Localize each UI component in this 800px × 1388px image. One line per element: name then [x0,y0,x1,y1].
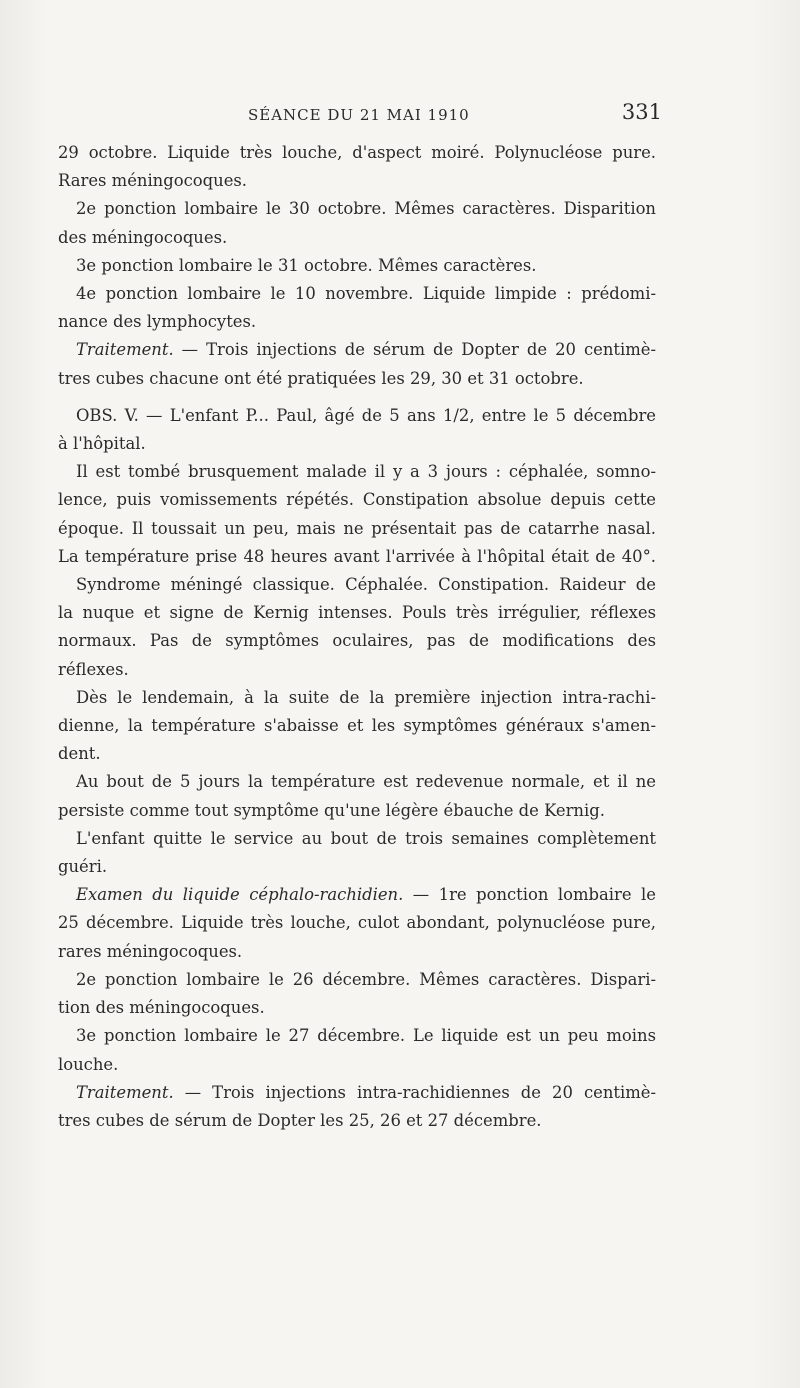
text-line: dent. [58,744,101,764]
treatment-heading: Traitement. [76,340,174,360]
text-run: — Trois injections intra-rachidiennes de 20 centimè- [173,1082,656,1102]
text-line: réflexes. [58,659,129,679]
text-line: L'enfant quitte le service au bout de trois semaines complètement [76,828,656,848]
text-line: Rares méningocoques. [58,171,248,191]
text-line: persiste comme tout symptôme qu'une légère ébauche de Kernig. [58,800,605,820]
text-line: à l'hôpital. [58,434,146,454]
text-line: Il est tombé brusquement malade il y a 3 jours : céphalée, somno- [76,462,656,482]
text-line: époque. Il toussait un peu, mais ne présentait pas de catarrhe nasal. [58,518,656,538]
text-line: rares méningocoques. [58,941,243,961]
text-line: nance des lymphocytes. [58,312,257,332]
observation-heading: OBS. V. — L'enfant P... Paul, âgé de 5 ans 1/2, entre le 5 décembre [76,405,656,425]
text-line: 25 décembre. Liquide très louche, culot abondant, polynucléose pure, [58,913,656,933]
text-line: 2e ponction lombaire le 30 octobre. Mêmes caractères. Disparition [76,199,656,219]
page-number: 331 [621,100,662,124]
text-line: louche. [58,1054,119,1074]
text-line [58,336,656,364]
text-line: 3e ponction lombaire le 27 décembre. Le liquide est un peu moins [76,1026,656,1046]
treatment-heading: Traitement. [76,1082,174,1102]
text-line: 2e ponction lombaire le 26 décembre. Mêmes caractères. Dispari- [76,969,656,989]
text-line: tion des méningocoques. [58,998,265,1018]
text-line: Syndrome méningé classique. Céphalée. Constipation. Raideur de [76,575,656,595]
text-line: normaux. Pas de symptômes oculaires, pas de modifications des [58,631,656,651]
text-line [58,1079,656,1107]
text-line: guéri. [58,857,108,877]
text-line: 4e ponction lombaire le 10 novembre. Liquide limpide : prédomi- [76,284,656,304]
running-head [60,100,662,134]
text-run: — 1re ponction lombaire le [403,885,656,905]
text-run: — Trois injections de sérum de Dopter de 20 centimè- [173,340,656,360]
text-line: Dès le lendemain, à la suite de la première injection intra-rachi- [76,687,656,707]
text-line: 29 octobre. Liquide très louche, d'aspect moiré. Polynucléose pure. [58,143,656,162]
text-line: 3e ponction lombaire le 31 octobre. Mêmes caractères. [76,255,537,275]
text-line: dienne, la température s'abaisse et les symptômes généraux s'amen- [58,716,656,736]
text-line: lence, puis vomissements répétés. Constipation absolue depuis cette [58,490,656,510]
text-line: des méningocoques. [58,227,228,247]
body-text [58,139,656,1135]
text-line [58,881,656,909]
text-line: La température prise 48 heures avant l'arrivée à l'hôpital était de 40°. [58,546,656,566]
text-line: la nuque et signe de Kernig intenses. Pouls très irrégulier, réflexes [58,603,656,623]
text-line: Au bout de 5 jours la température est redevenue normale, et il ne [76,772,656,792]
exam-heading: Examen du liquide céphalo-rachidien. [76,885,404,905]
text-line: tres cubes chacune ont été pratiquées les 29, 30 et 31 octobre. [58,368,584,388]
running-title: SÉANCE DU 21 MAI 1910 [248,106,470,124]
text-line: tres cubes de sérum de Dopter les 25, 26 et 27 décembre. [58,1110,542,1130]
